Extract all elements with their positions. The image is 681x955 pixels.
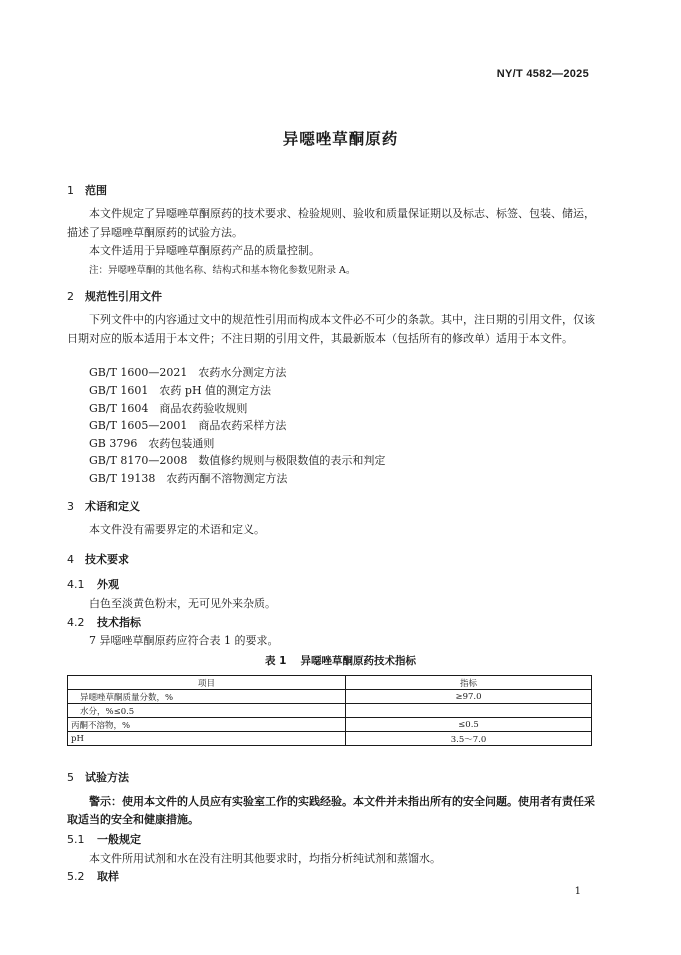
section-title: 范围 <box>85 184 107 197</box>
reference-item: GB/T 1604 商品农药验收规则 <box>89 402 248 415</box>
section-4-2-paragraph: 7 异噁唑草酮原药应符合表 1 的要求。 <box>89 634 279 647</box>
table-header-row <box>68 676 592 690</box>
table-header-cell: 指标 <box>346 676 592 690</box>
standard-number: NY/T 4582—2025 <box>496 68 589 80</box>
section-number: 5 <box>67 771 74 784</box>
safety-warning: 警示：使用本文件的人员应有实验室工作的实践经验。本文件并未指出所有的安全问题。使用者有责任采取适当的安全和健康措施。 <box>67 795 595 826</box>
section-4-1-paragraph: 白色至淡黄色粉末，无可见外来杂质。 <box>89 597 276 610</box>
subsection-number: 4.1 <box>67 578 85 591</box>
section-2-paragraph-1: 下列文件中的内容通过文中的规范性引用而构成本文件必不可少的条款。其中，注日期的引用文件，仅该日期对应的版本适用于本文件；不注日期的引用文件，其最新版本（包括所有的修改单）适用于本文件。 <box>67 313 595 345</box>
section-4-2-heading <box>67 614 141 630</box>
section-5-1-heading <box>67 831 141 847</box>
table-row <box>68 704 592 718</box>
section-1-note: 注：异噁唑草酮的其他名称、结构式和基本物化参数见附录 A。 <box>89 265 356 276</box>
section-2-heading <box>67 288 162 304</box>
table-cell-value: 3.5～7.0 <box>346 732 592 746</box>
section-number: 4 <box>67 553 74 566</box>
table-caption-text: 异噁唑草酮原药技术指标 <box>300 655 416 667</box>
reference-item: GB/T 1605—2001 商品农药采样方法 <box>89 419 287 432</box>
section-1-paragraph-2: 本文件适用于异噁唑草酮原药产品的质量控制。 <box>89 244 320 257</box>
table-cell-value: ≤0.5 <box>346 718 592 732</box>
table-cell-item: 水分，%≤0.5 <box>68 704 346 718</box>
table-cell-value: ≥97.0 <box>346 690 592 704</box>
section-5-1-paragraph: 本文件所用试剂和水在没有注明其他要求时，均指分析纯试剂和蒸馏水。 <box>89 852 441 865</box>
table-row <box>68 732 592 746</box>
subsection-number: 5.2 <box>67 870 85 883</box>
specification-table <box>67 675 592 746</box>
section-number: 1 <box>67 184 74 197</box>
section-1-paragraph-1: 本文件规定了异噁唑草酮原药的技术要求、检验规则、验收和质量保证期以及标志、标签、包装、储运，描述了异噁唑草酮原药的试验方法。 <box>67 207 595 239</box>
reference-item: GB 3796 农药包装通则 <box>89 437 215 450</box>
section-5-2-heading <box>67 868 119 884</box>
reference-item: GB/T 1600—2021 农药水分测定方法 <box>89 366 287 379</box>
section-1-heading <box>67 182 107 198</box>
table-header-cell: 项目 <box>68 676 346 690</box>
section-number: 3 <box>67 500 74 513</box>
section-title: 技术要求 <box>85 553 129 566</box>
table-cell-value <box>346 704 592 718</box>
subsection-title: 取样 <box>97 870 119 883</box>
section-4-heading <box>67 551 129 567</box>
table-cell-item: pH <box>68 732 346 746</box>
section-title: 术语和定义 <box>85 500 140 513</box>
document-title: 异噁唑草酮原药 <box>282 130 399 148</box>
table-cell-item: 异噁唑草酮质量分数，% <box>68 690 346 704</box>
reference-item: GB/T 1601 农药 pH 值的测定方法 <box>89 384 272 397</box>
subsection-number: 5.1 <box>67 833 85 846</box>
reference-item: GB/T 19138 农药丙酮不溶物测定方法 <box>89 472 288 485</box>
section-3-heading <box>67 498 140 514</box>
section-title: 规范性引用文件 <box>85 290 162 303</box>
page-number: 1 <box>574 886 581 897</box>
subsection-title: 技术指标 <box>97 616 141 629</box>
section-5-heading <box>67 769 129 785</box>
section-4-1-heading <box>67 576 119 592</box>
table-cell-item: 丙酮不溶物，% <box>68 718 346 732</box>
section-number: 2 <box>67 290 74 303</box>
subsection-title: 外观 <box>97 578 119 591</box>
subsection-title: 一般规定 <box>97 833 141 846</box>
table-label: 表 1 <box>265 655 287 667</box>
subsection-number: 4.2 <box>67 616 85 629</box>
table-row <box>68 718 592 732</box>
section-title: 试验方法 <box>85 771 129 784</box>
table-caption <box>0 653 681 668</box>
reference-item: GB/T 8170—2008 数值修约规则与极限数值的表示和判定 <box>89 454 386 467</box>
section-3-paragraph-1: 本文件没有需要界定的术语和定义。 <box>89 523 265 536</box>
table-row <box>68 690 592 704</box>
